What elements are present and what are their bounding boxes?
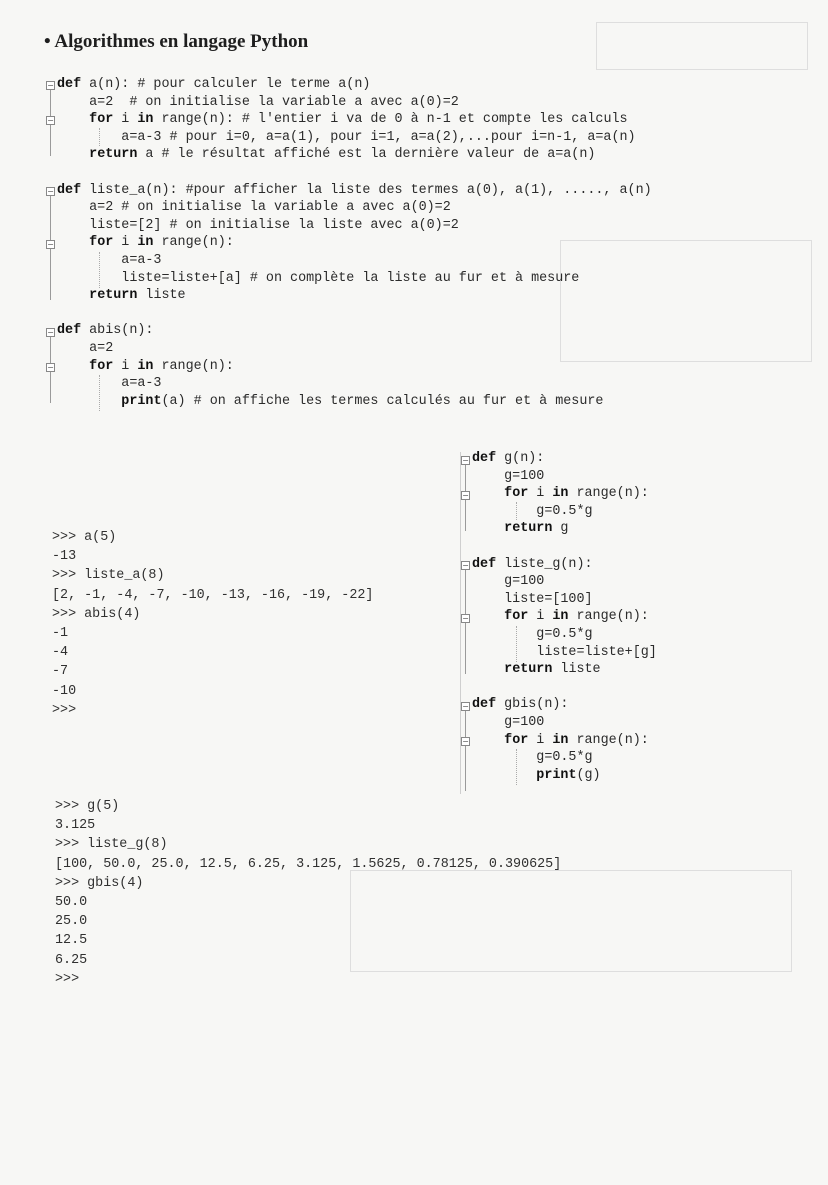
code-token: gbis(n): — [496, 697, 569, 713]
code-line — [57, 146, 652, 164]
code-line — [57, 76, 652, 94]
code-token: a=2 # on initialise la variable a avec a(0)=2 — [57, 200, 451, 216]
code-token — [57, 112, 89, 127]
shell-output-line: 12.5 — [55, 933, 88, 949]
code-line — [57, 358, 652, 376]
code-line — [57, 164, 652, 182]
code-token: range(n): — [568, 609, 649, 625]
keyword-token: in — [552, 732, 569, 748]
code-token: g — [552, 521, 569, 537]
code-line — [472, 520, 657, 538]
bleed-through-box — [596, 22, 808, 70]
code-line — [57, 234, 652, 252]
keyword-token: def — [57, 323, 82, 339]
code-token — [472, 521, 504, 536]
shell-prompt-line: >>> g(5) — [55, 799, 120, 814]
shell-output-line: [100, 50.0, 25.0, 12.5, 6.25, 3.125, 1.5625, 0.78125, 0.390625] — [55, 856, 562, 872]
python-shell-2[interactable] — [55, 797, 561, 989]
code-line — [57, 129, 652, 147]
keyword-token: in — [552, 609, 569, 625]
code-token: i — [528, 486, 553, 502]
keyword-token: def — [472, 697, 497, 713]
keyword-token: for — [504, 609, 529, 625]
code-token — [472, 733, 504, 748]
code-token: liste — [552, 662, 601, 678]
fold-marker-icon[interactable]: − — [47, 187, 54, 196]
code-token: abis(n): — [81, 323, 154, 339]
code-line — [57, 287, 652, 305]
keyword-token: in — [552, 486, 569, 502]
code-token: range(n): # l'entier i va de 0 à n-1 et compte les calculs — [153, 112, 628, 128]
code-token: range(n): — [568, 732, 649, 748]
shell-prompt-line: >>> liste_g(8) — [55, 837, 168, 853]
code-token — [472, 768, 536, 783]
code-line — [472, 608, 657, 626]
fold-marker-icon[interactable]: − — [462, 456, 469, 465]
shell-output-line: -7 — [52, 664, 69, 680]
code-editor-1[interactable] — [57, 76, 652, 410]
section-title: • Algorithmes en langage Python — [44, 31, 309, 52]
shell-prompt-line: >>> liste_a(8) — [52, 568, 165, 584]
fold-marker-icon[interactable]: − — [462, 702, 469, 711]
code-line — [472, 679, 657, 697]
code-token: i — [528, 732, 553, 748]
keyword-token: for — [89, 112, 114, 128]
code-line — [57, 375, 652, 393]
code-line — [472, 573, 657, 591]
code-token: a=a-3 — [57, 376, 162, 392]
code-line — [472, 749, 657, 767]
code-line — [57, 199, 652, 217]
keyword-token: in — [137, 112, 154, 128]
keyword-token: return — [504, 662, 553, 678]
code-line — [472, 450, 657, 468]
code-token — [57, 235, 89, 250]
code-line — [57, 340, 652, 358]
code-token: i — [113, 112, 138, 128]
fold-marker-icon[interactable]: − — [462, 614, 469, 623]
code-token: g=100 — [472, 714, 545, 730]
keyword-token: in — [137, 358, 154, 374]
shell-output-line: 6.25 — [55, 952, 88, 968]
code-line — [57, 270, 652, 288]
keyword-token: print — [536, 767, 577, 783]
code-token: liste=liste+[a] # on complète la liste au fur et à mesure — [57, 270, 580, 286]
fold-marker-icon[interactable]: − — [462, 561, 469, 570]
code-token: (g) — [576, 767, 601, 783]
code-token: a=a-3 — [57, 252, 162, 268]
code-token: g=0.5*g — [472, 626, 593, 642]
code-token — [472, 486, 504, 501]
code-token — [57, 147, 89, 162]
keyword-token: for — [504, 486, 529, 502]
shell-prompt-line: >>> gbis(4) — [55, 875, 144, 891]
code-token: a # le résultat affiché est la dernière valeur de a=a(n) — [137, 147, 596, 163]
keyword-token: def — [472, 556, 497, 572]
fold-marker-icon[interactable]: − — [462, 737, 469, 746]
shell-output-line: 25.0 — [55, 914, 88, 930]
code-token: a=2 # on initialise la variable a avec a(0)=2 — [57, 94, 459, 110]
code-token: liste=[2] # on initialise la liste avec a(0)=2 — [57, 217, 459, 233]
fold-marker-icon[interactable]: − — [47, 363, 54, 372]
code-token: g=100 — [472, 574, 545, 590]
keyword-token: print — [121, 393, 162, 409]
fold-marker-icon[interactable]: − — [47, 240, 54, 249]
code-token: i — [528, 609, 553, 625]
code-token: g=0.5*g — [472, 750, 593, 766]
keyword-token: def — [57, 77, 82, 92]
shell-output-line: -13 — [52, 549, 77, 565]
code-token: g=0.5*g — [472, 503, 593, 519]
code-token: range(n): — [153, 358, 234, 374]
shell-output-line: -1 — [52, 626, 69, 642]
code-line — [57, 305, 652, 323]
code-line — [472, 767, 657, 785]
python-shell-1[interactable] — [52, 528, 373, 720]
keyword-token: def — [57, 182, 82, 198]
code-token — [57, 394, 121, 409]
code-editor-2[interactable] — [472, 450, 657, 784]
keyword-token: return — [89, 288, 138, 304]
shell-output-line: 3.125 — [55, 818, 96, 834]
shell-prompt-line: >>> — [55, 971, 80, 987]
code-token: a=a-3 # pour i=0, a=a(1), pour i=1, a=a(2),...pour i=n-1, a=a(n) — [57, 129, 636, 145]
fold-marker-icon[interactable]: − — [47, 81, 54, 90]
code-token — [57, 288, 89, 303]
code-line — [472, 538, 657, 556]
code-token: g(n): — [496, 451, 545, 466]
keyword-token: return — [504, 521, 553, 537]
code-token: liste — [137, 288, 186, 304]
code-line — [472, 661, 657, 679]
shell-output-line: -10 — [52, 683, 77, 699]
keyword-token: for — [89, 358, 114, 374]
code-token: i — [113, 235, 138, 251]
keyword-token: in — [137, 235, 154, 251]
code-line — [472, 644, 657, 662]
fold-marker-icon[interactable]: − — [462, 491, 469, 500]
code-line — [57, 94, 652, 112]
code-line — [57, 252, 652, 270]
code-line — [57, 322, 652, 340]
code-line — [472, 714, 657, 732]
code-token: g=100 — [472, 468, 545, 484]
code-token: i — [113, 358, 138, 374]
code-line — [57, 182, 652, 200]
code-token: liste_a(n): #pour afficher la liste des termes a(0), a(1), ....., a(n) — [81, 182, 652, 198]
shell-prompt-line: >>> a(5) — [52, 530, 117, 545]
code-token: a(n): # pour calculer le terme a(n) — [81, 77, 371, 92]
code-line — [472, 696, 657, 714]
code-token: a=2 — [57, 340, 114, 356]
code-token: range(n): — [153, 235, 234, 251]
code-line — [472, 732, 657, 750]
code-line — [57, 217, 652, 235]
code-token: liste_g(n): — [496, 556, 593, 572]
code-token — [472, 662, 504, 677]
code-line — [57, 393, 652, 411]
code-line — [472, 468, 657, 486]
code-line — [472, 591, 657, 609]
keyword-token: for — [504, 732, 529, 748]
code-line — [472, 503, 657, 521]
shell-output-line: -4 — [52, 645, 69, 661]
keyword-token: for — [89, 235, 114, 251]
keyword-token: return — [89, 147, 138, 163]
shell-output-line: 50.0 — [55, 895, 88, 911]
shell-prompt-line: >>> — [52, 702, 77, 718]
shell-prompt-line: >>> abis(4) — [52, 606, 141, 622]
code-token: (a) # on affiche les termes calculés au fur et à mesure — [161, 393, 604, 409]
code-line — [472, 626, 657, 644]
shell-output-line: [2, -1, -4, -7, -10, -13, -16, -19, -22] — [52, 587, 374, 603]
code-token: liste=liste+[g] — [472, 644, 657, 660]
code-token: range(n): — [568, 486, 649, 502]
code-line — [472, 485, 657, 503]
keyword-token: def — [472, 451, 497, 466]
code-token — [472, 609, 504, 624]
fold-marker-icon[interactable]: − — [47, 116, 54, 125]
code-line — [472, 556, 657, 574]
code-token — [57, 359, 89, 374]
code-token: liste=[100] — [472, 591, 593, 607]
code-line — [57, 111, 652, 129]
fold-marker-icon[interactable]: − — [47, 328, 54, 337]
